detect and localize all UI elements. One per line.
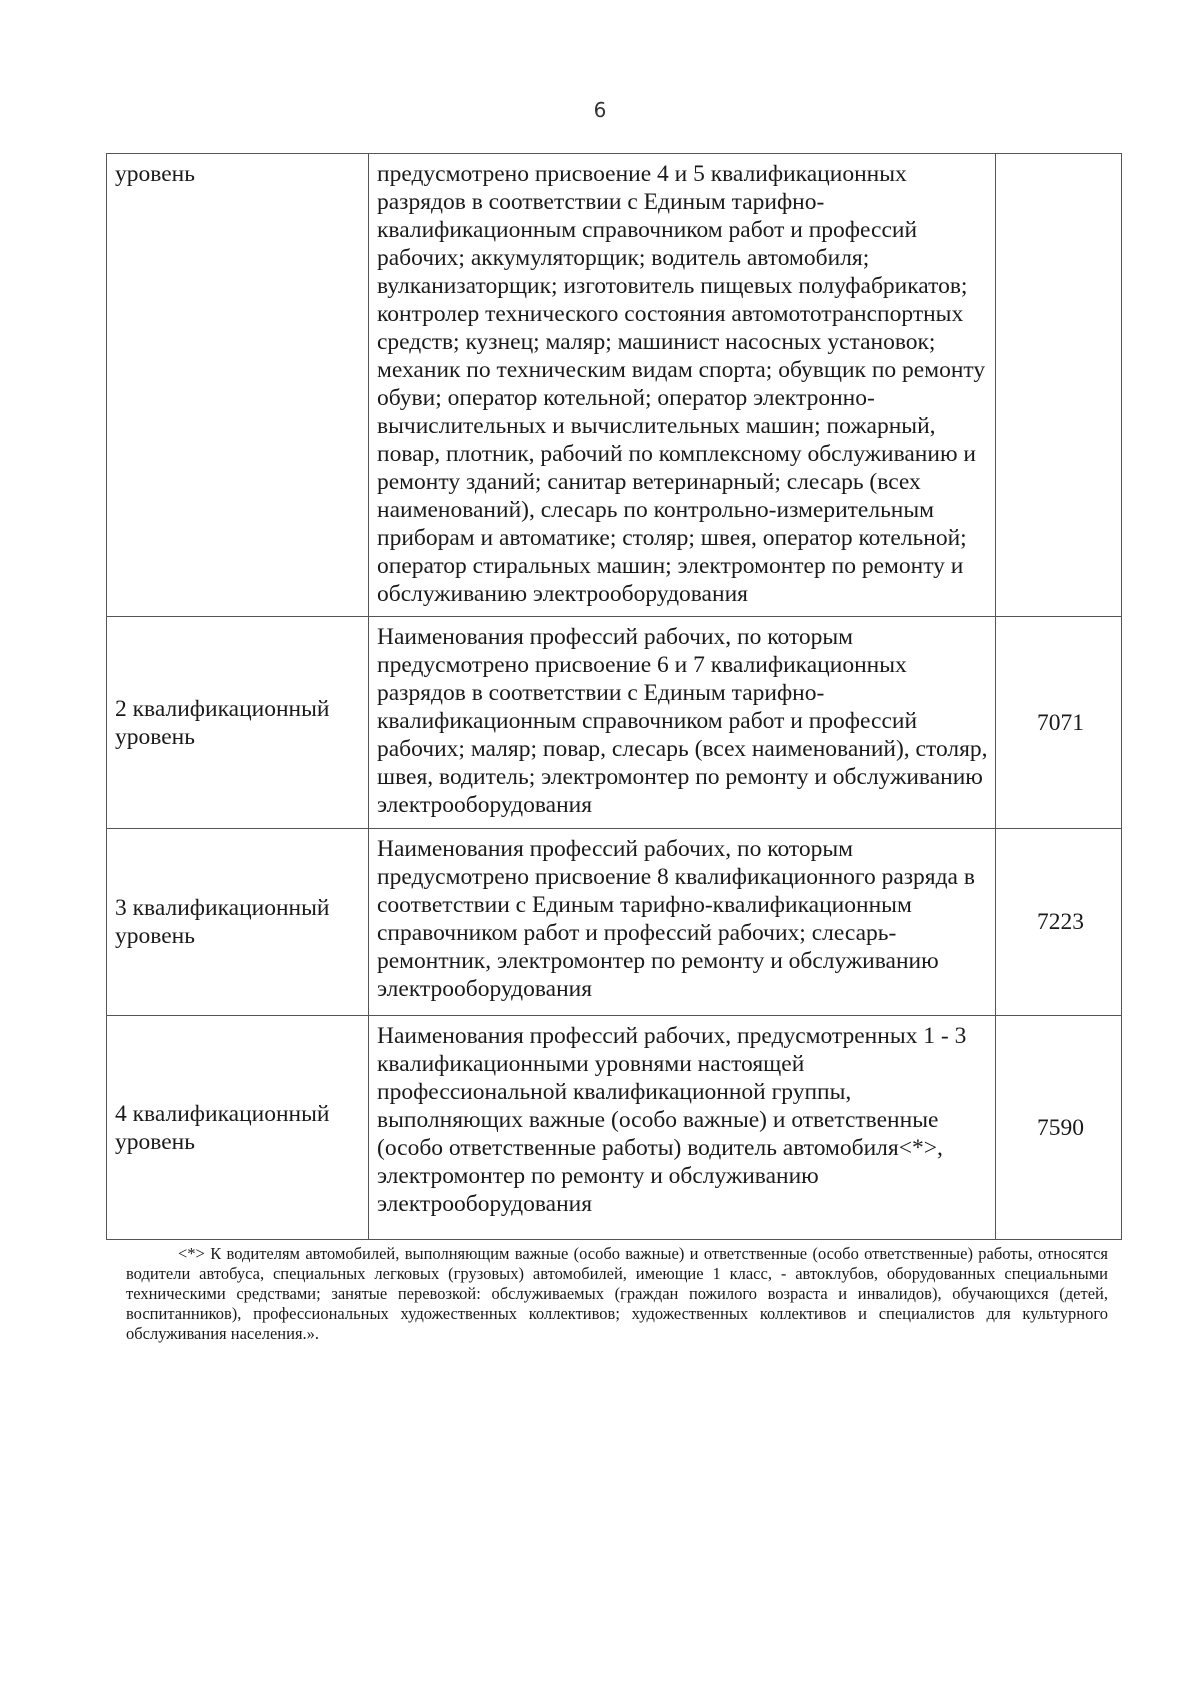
professions-description-cell: Наименования профессий рабочих, по которым предусмотрено присвоение 8 квалификационного разряда в соответствии с Единым тарифно-квалификационным справочником работ и профессий рабочих; слесарь-ремонтник, электромонтер по ремонту и обслуживанию электрооборудования [369,829,996,1016]
salary-cell: 7590 [996,1016,1122,1240]
page-number: 6 [593,98,607,122]
table-row [107,154,1122,617]
qualification-table [106,153,1122,1240]
professions-description-cell: Наименования профессий рабочих, по которым предусмотрено присвоение 6 и 7 квалификационных разрядов в соответствии с Единым тарифно-квалификационным справочником работ и профессий рабочих; маляр; повар, слесарь (всех наименований), столяр, швея, водитель; электромонтер по ремонту и обслуживанию электрооборудования [369,617,996,829]
professions-description-cell: предусмотрено присвоение 4 и 5 квалификационных разрядов в соответствии с Единым тарифно-квалификационным справочником работ и профессий рабочих; аккумуляторщик; водитель автомобиля; вулканизаторщик; изготовитель пищевых полуфабрикатов; контролер технического состояния автомототранспортных средств; кузнец; маляр; машинист насосных установок; механик по техническим видам спорта; обувщик по ремонту обуви; оператор котельной; оператор электронно-вычислительных и вычислительных машин; пожарный, повар, плотник, рабочий по комплексному обслуживанию и ремонту зданий; санитар ветеринарный; слесарь (всех наименований), слесарь по контрольно-измерительным приборам и автоматике; столяр; швея, оператор котельной; оператор стиральных машин; электромонтер по ремонту и обслуживанию электрооборудования [369,154,996,617]
salary-cell: 7071 [996,617,1122,829]
qualification-level-cell: 3 квалификационный уровень [107,829,369,1016]
qualification-level-cell: 4 квалификационный уровень [107,1016,369,1240]
salary-cell: 7223 [996,829,1122,1016]
salary-cell [996,154,1122,617]
professions-description-cell: Наименования профессий рабочих, предусмотренных 1 - 3 квалификационными уровнями настоящей профессиональной квалификационной группы, выполняющих важные (особо важные) и ответственные (особо ответственные работы) водитель автомобиля<*>, электромонтер по ремонту и обслуживанию электрооборудования [369,1016,996,1240]
footnote: <*> К водителям автомобилей, выполняющим важные (особо важные) и ответственные (особо ответственные) работы, относятся водители автобуса, специальных легковых (грузовых) автомобилей, имеющие 1 класс, - автоклубов, оборудованных специальными техническими средствами; занятые перевозкой: обслуживаемых (граждан пожилого возраста и инвалидов), обучающихся (детей, воспитанников), профессиональных художественных коллективов; художественных коллективов и специалистов для культурного обслуживания населения.». [126,1244,1108,1343]
table-row [107,617,1122,829]
table-row [107,1016,1122,1240]
qualification-level-cell: 2 квалификационный уровень [107,617,369,829]
table-row [107,829,1122,1016]
qualification-level-cell: уровень [107,154,369,617]
